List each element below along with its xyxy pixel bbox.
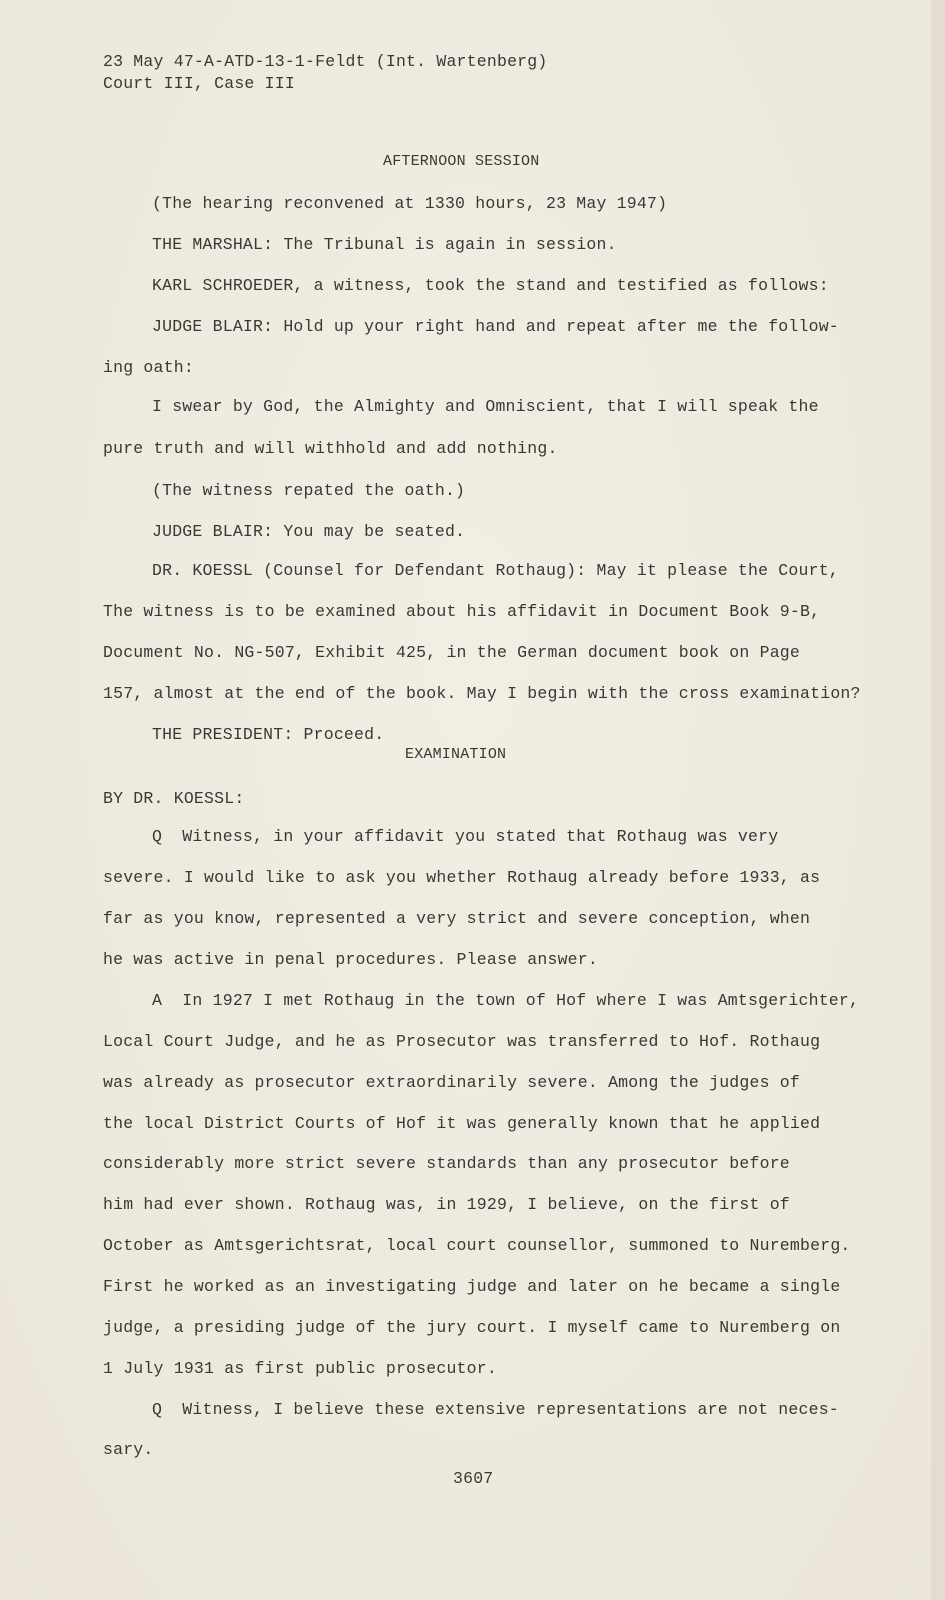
transcript-line: JUDGE BLAIR: You may be seated. bbox=[152, 522, 466, 541]
transcript-line: sary. bbox=[103, 1440, 154, 1459]
transcript-line: ing oath: bbox=[103, 358, 194, 377]
transcript-line: BY DR. KOESSL: bbox=[103, 789, 245, 808]
header-reference: 23 May 47-A-ATD-13-1-Feldt (Int. Wartenberg) bbox=[103, 52, 548, 71]
transcript-line: KARL SCHROEDER, a witness, took the stand and testified as follows: bbox=[152, 276, 829, 295]
transcript-line: the local District Courts of Hof it was generally known that he applied bbox=[103, 1114, 821, 1133]
transcript-line: Q Witness, I believe these extensive representations are not neces- bbox=[152, 1400, 839, 1419]
transcript-line: I swear by God, the Almighty and Omniscient, that I will speak the bbox=[152, 397, 819, 416]
transcript-line: Document No. NG-507, Exhibit 425, in the German document book on Page bbox=[103, 643, 801, 662]
transcript-line: judge, a presiding judge of the jury court. I myself came to Nuremberg on bbox=[103, 1318, 841, 1337]
transcript-line: First he worked as an investigating judge and later on he became a single bbox=[103, 1277, 841, 1296]
transcript-line: A In 1927 I met Rothaug in the town of Hof where I was Amtsgerichter, bbox=[152, 991, 860, 1010]
section-heading: EXAMINATION bbox=[405, 746, 507, 763]
page-number: 3607 bbox=[453, 1469, 494, 1488]
transcript-line: Q Witness, in your affidavit you stated that Rothaug was very bbox=[152, 827, 779, 846]
header-court: Court III, Case III bbox=[103, 74, 295, 93]
transcript-line: 157, almost at the end of the book. May I begin with the cross examination? bbox=[103, 684, 861, 703]
session-title: AFTERNOON SESSION bbox=[383, 153, 540, 170]
transcript-line: (The hearing reconvened at 1330 hours, 23 May 1947) bbox=[152, 194, 668, 213]
transcript-line: pure truth and will withhold and add nothing. bbox=[103, 439, 558, 458]
transcript-line: him had ever shown. Rothaug was, in 1929, I believe, on the first of bbox=[103, 1195, 790, 1214]
transcript-line: JUDGE BLAIR: Hold up your right hand and repeat after me the follow- bbox=[152, 317, 839, 336]
transcript-line: considerably more strict severe standards than any prosecutor before bbox=[103, 1154, 790, 1173]
transcript-line: THE MARSHAL: The Tribunal is again in session. bbox=[152, 235, 617, 254]
page-edge bbox=[931, 0, 945, 1600]
transcript-line: 1 July 1931 as first public prosecutor. bbox=[103, 1359, 497, 1378]
transcript-line: (The witness repated the oath.) bbox=[152, 481, 466, 500]
transcript-line: October as Amtsgerichtsrat, local court counsellor, summoned to Nuremberg. bbox=[103, 1236, 851, 1255]
transcript-line: Local Court Judge, and he as Prosecutor was transferred to Hof. Rothaug bbox=[103, 1032, 821, 1051]
transcript-line: DR. KOESSL (Counsel for Defendant Rothaug): May it please the Court, bbox=[152, 561, 839, 580]
transcript-line: was already as prosecutor extraordinarily severe. Among the judges of bbox=[103, 1073, 801, 1092]
transcript-line: THE PRESIDENT: Proceed. bbox=[152, 725, 385, 744]
transcript-line: severe. I would like to ask you whether Rothaug already before 1933, as bbox=[103, 868, 821, 887]
transcript-line: The witness is to be examined about his affidavit in Document Book 9-B, bbox=[103, 602, 821, 621]
transcript-line: far as you know, represented a very strict and severe conception, when bbox=[103, 909, 811, 928]
transcript-line: he was active in penal procedures. Please answer. bbox=[103, 950, 598, 969]
